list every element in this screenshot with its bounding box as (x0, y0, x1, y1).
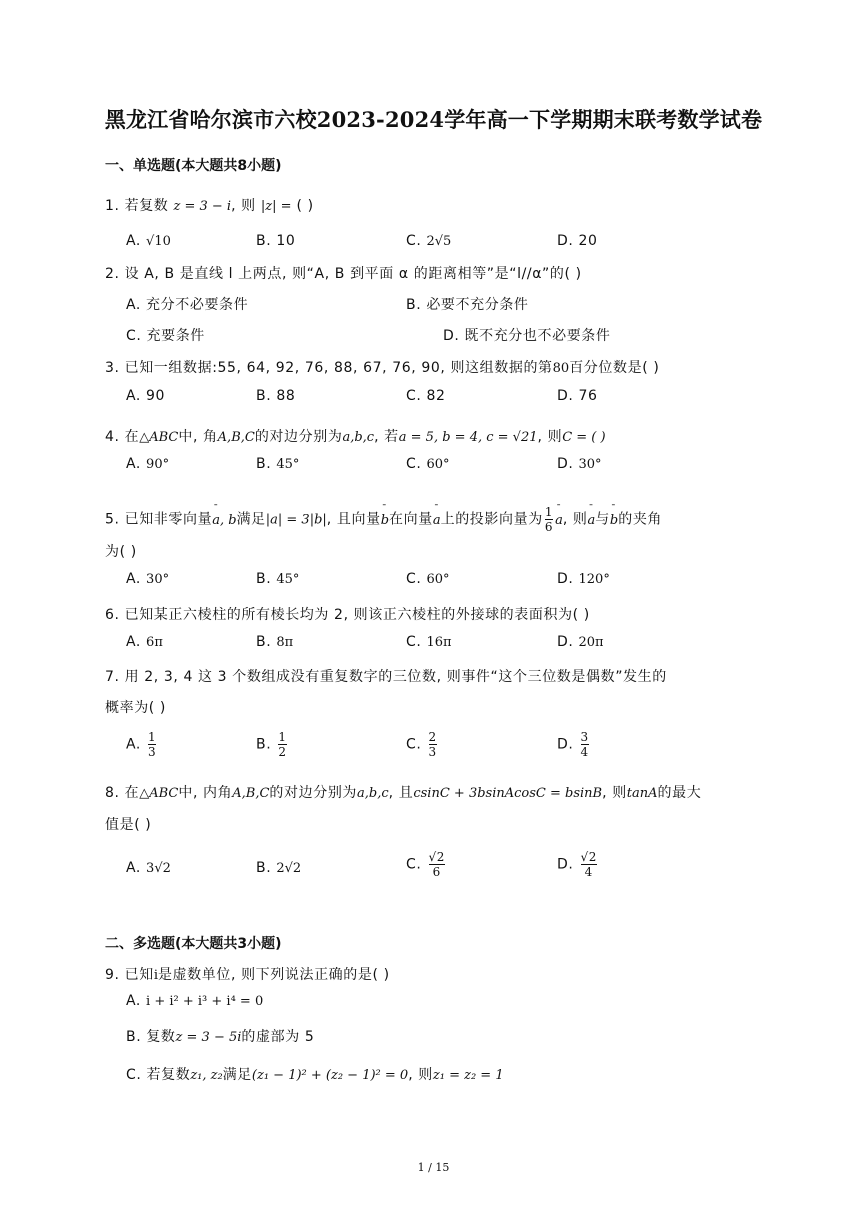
q3-option-c: C. 82 (406, 388, 446, 404)
q4-option-c: C. 60° (406, 456, 450, 472)
section-multi-choice: 二、多选题(本大题共3小题) (105, 936, 282, 952)
question-2: 2. 设 A, B 是直线 l 上两点, 则“A, B 到平面 α 的距离相等”是“l//α”的( ) (105, 266, 582, 282)
question-8-line2: 值是( ) (105, 817, 152, 833)
q7-option-a: A. $\frac{1}{3}$ (126, 730, 157, 759)
q9-option-c: C. 若复数z₁, z₂满足(z₁ − 1)² + (z₂ − 1)² = 0, 则z₁ = z₂ = 1 (126, 1067, 504, 1083)
q3-percentile: 80 (552, 361, 570, 376)
question-9: 9. 已知i是虚数单位, 则下列说法正确的是( ) (105, 967, 390, 983)
q6-option-c: C. 16π (406, 634, 452, 650)
question-3: 3. 已知一组数据:55, 64, 92, 76, 88, 67, 76, 90, 则这组数据的第80百分位数是( ) (105, 360, 660, 376)
q8-option-d: D. $\frac{√2}{4}$ (557, 850, 597, 879)
q8-option-a: A. 3√2 (126, 860, 171, 876)
q3-option-d: D. 76 (557, 388, 598, 404)
q5-option-d: D. 120° (557, 571, 610, 587)
q5-fraction: $\frac{1}{6}$ (544, 505, 554, 534)
q5-option-a: A. 30° (126, 571, 170, 587)
q2-option-a: A. 充分不必要条件 (126, 297, 249, 313)
question-5: 5. 已知非零向量¯ a, b满足|a| = 3|b|, 且向量¯ b在向量¯ a上的投影向量为 $\frac{1}{6}$ ¯ a, 则¯ a与¯ b的夹角 (105, 505, 662, 534)
question-7-line2: 概率为( ) (105, 700, 166, 716)
q7-option-c: C. $\frac{2}{3}$ (406, 730, 437, 759)
q1-option-c: C. 2√5 (406, 233, 452, 249)
q6-option-d: D. 20π (557, 634, 604, 650)
q1-option-a: A. √10 (126, 233, 171, 249)
question-8: 8. 在△ABC中, 内角A,B,C的对边分别为a,b,c, 且csinC + 3bsinAcosC = bsinB, 则tanA的最大 (105, 785, 702, 801)
page-number: 1 / 15 (417, 1161, 450, 1174)
q3-option-a: A. 90 (126, 388, 166, 404)
q2-option-c: C. 充要条件 (126, 328, 205, 344)
q4-option-d: D. 30° (557, 456, 602, 472)
q1-mid: , 则 (231, 198, 256, 214)
q8-option-b: B. 2√2 (256, 860, 302, 876)
q1-expr: z = 3 − i (173, 199, 232, 214)
q5-option-c: C. 60° (406, 571, 450, 587)
q4-option-b: B. 45° (256, 456, 300, 472)
q9-option-b: B. 复数z = 3 − 5i的虚部为 5 (126, 1029, 315, 1045)
q1-tail: ( ) (296, 198, 314, 214)
question-5-line2: 为( ) (105, 544, 137, 560)
q1-abs-expr: |z| = (260, 199, 292, 214)
q1-text: 1. 若复数 (105, 198, 169, 214)
q6-option-a: A. 6π (126, 634, 163, 650)
q1-option-d: D. 20 (557, 233, 598, 249)
q6-option-b: B. 8π (256, 634, 294, 650)
question-6: 6. 已知某正六棱柱的所有棱长均为 2, 则该正六棱柱的外接球的表面积为( ) (105, 607, 590, 623)
question-4: 4. 在△ABC中, 角A,B,C的对边分别为a,b,c, 若a = 5, b = 4, c = √21, 则C = ( ) (105, 429, 606, 445)
q7-option-d: D. $\frac{3}{4}$ (557, 730, 589, 759)
q1-option-b: B. 10 (256, 233, 296, 249)
section-single-choice: 一、单选题(本大题共8小题) (105, 158, 282, 174)
exam-title: 黑龙江省哈尔滨市六校2023-2024学年高一下学期期末联考数学试卷 (104, 107, 763, 132)
q9-option-a: A. i + i² + i³ + i⁴ = 0 (126, 993, 264, 1009)
q5-option-b: B. 45° (256, 571, 300, 587)
q7-option-b: B. $\frac{1}{2}$ (256, 730, 287, 759)
q4-option-a: A. 90° (126, 456, 170, 472)
q3-option-b: B. 88 (256, 388, 296, 404)
question-7: 7. 用 2, 3, 4 这 3 个数组成没有重复数字的三位数, 则事件“这个三位数是偶数”发生的 (105, 669, 667, 685)
q2-option-d: D. 既不充分也不必要条件 (443, 328, 611, 344)
question-1 (105, 195, 314, 215)
q2-option-b: B. 必要不充分条件 (406, 297, 529, 313)
q8-option-c: C. $\frac{√2}{6}$ (406, 850, 445, 879)
